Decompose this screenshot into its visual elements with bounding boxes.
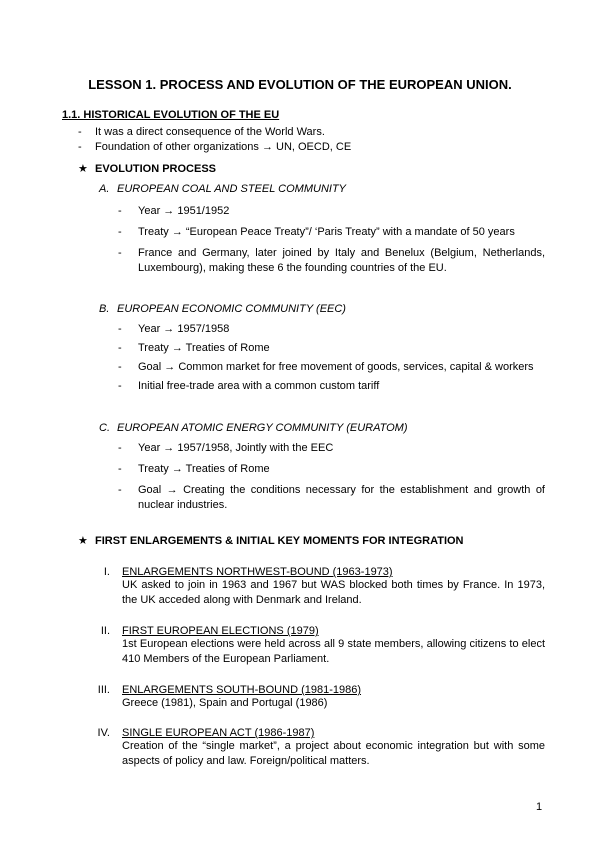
star-icon: ★ [78, 535, 88, 547]
section-heading: 1.1. HISTORICAL EVOLUTION OF THE EU [62, 109, 280, 121]
roman-numeral: II. [100, 625, 110, 637]
enlargement-title: SINGLE EUROPEAN ACT (1986-1987) [122, 727, 315, 739]
roman-numeral: I. [103, 566, 110, 578]
group-title: EUROPEAN COAL AND STEEL COMMUNITY [117, 183, 347, 195]
bullet-dash: - [78, 126, 82, 138]
page-number: 1 [536, 801, 543, 813]
star-icon: ★ [78, 163, 88, 175]
bullet-dash: - [118, 323, 122, 335]
list-item: Year → 1951/1952 [138, 205, 230, 217]
bullet-dash: - [118, 205, 122, 217]
list-item: Goal → Creating the conditions necessary for the establishment and growth of nuclear industries. [138, 484, 545, 511]
bullet-text: It was a direct consequence of the World Wars. [95, 126, 325, 138]
list-item: Year → 1957/1958 [138, 323, 230, 335]
bullet-dash: - [118, 380, 122, 392]
list-item: Treaty → Treaties of Rome [138, 463, 270, 475]
roman-numeral: IV. [97, 727, 110, 739]
bullet-dash: - [118, 484, 122, 496]
list-letter: A. [99, 183, 110, 195]
roman-numeral: III. [97, 684, 110, 696]
subsection-heading: FIRST ENLARGEMENTS & INITIAL KEY MOMENTS FOR INTEGRATION [95, 535, 464, 547]
enlargement-title: ENLARGEMENTS NORTHWEST-BOUND (1963-1973) [122, 566, 393, 578]
list-item: Goal → Common market for free movement of goods, services, capital & workers [138, 361, 534, 373]
bullet-dash: - [118, 226, 122, 238]
list-item: Treaty → Treaties of Rome [138, 342, 270, 354]
list-item: Initial free-trade area with a common custom tariff [138, 380, 380, 392]
enlargement-title: FIRST EUROPEAN ELECTIONS (1979) [122, 625, 319, 637]
bullet-dash: - [118, 247, 122, 259]
bullet-dash: - [118, 361, 122, 373]
subsection-heading: EVOLUTION PROCESS [95, 163, 217, 175]
enlargement-body: Greece (1981), Spain and Portugal (1986) [122, 697, 328, 709]
bullet-dash: - [118, 442, 122, 454]
enlargement-title: ENLARGEMENTS SOUTH-BOUND (1981-1986) [122, 684, 362, 696]
bullet-dash: - [78, 141, 82, 153]
bullet-dash: - [118, 463, 122, 475]
enlargement-body: 1st European elections were held across all 9 state members, allowing citizens to elect 410 Members of the European Parliament. [122, 638, 545, 665]
list-letter: C. [99, 422, 110, 434]
enlargement-body: UK asked to join in 1963 and 1967 but WAS blocked both times by France. In 1973, the UK acceded along with Denmark and Ireland. [122, 579, 545, 606]
list-item: Treaty → “European Peace Treaty”/ ‘Paris Treaty” with a mandate of 50 years [138, 226, 515, 238]
list-letter: B. [99, 303, 110, 315]
bullet-text: Foundation of other organizations → UN, OECD, CE [95, 141, 352, 153]
group-title: EUROPEAN ECONOMIC COMMUNITY (EEC) [117, 303, 346, 315]
page-title: LESSON 1. PROCESS AND EVOLUTION OF THE EUROPEAN UNION. [88, 77, 512, 92]
list-item: Year → 1957/1958, Jointly with the EEC [138, 442, 334, 454]
list-item: France and Germany, later joined by Italy and Benelux (Belgium, Netherlands, Luxembourg), making these 6 the founding countries of the EU. [138, 247, 545, 274]
enlargement-body: Creation of the “single market”, a project about economic integration but with some aspects of policy and law. Foreign/political matters. [122, 740, 545, 767]
bullet-dash: - [118, 342, 122, 354]
group-title: EUROPEAN ATOMIC ENERGY COMMUNITY (EURATOM) [117, 422, 408, 434]
